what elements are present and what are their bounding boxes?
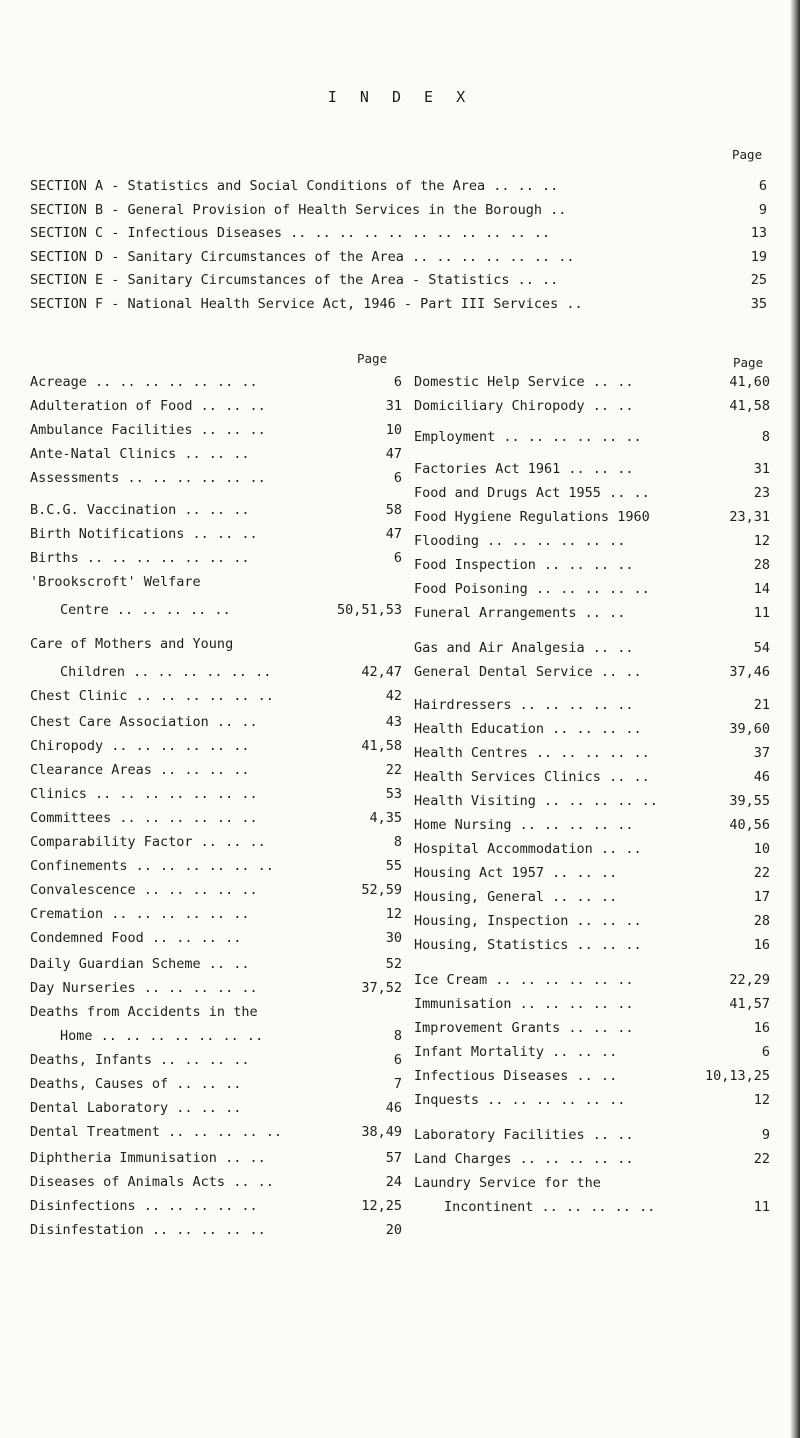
index-entry xyxy=(414,660,770,684)
index-entry-label: Day Nurseries .. .. .. .. .. xyxy=(30,980,258,996)
index-entry-page: 12 xyxy=(753,1092,770,1108)
index-entry-label: Gas and Air Analgesia .. .. xyxy=(414,640,634,656)
index-entry xyxy=(30,830,402,854)
index-entry-page: 52 xyxy=(385,956,402,972)
index-entry-page: 52,59 xyxy=(361,882,402,898)
section-entry xyxy=(30,246,775,270)
index-entry xyxy=(30,1096,402,1120)
section-page-header: Page xyxy=(732,147,763,162)
index-entry-page: 12,25 xyxy=(361,1198,402,1214)
index-entry-label: Employment .. .. .. .. .. .. xyxy=(414,429,642,445)
index-entry-page: 55 xyxy=(385,858,402,874)
index-entry-page: 6 xyxy=(393,374,402,390)
index-entry-label: Confinements .. .. .. .. .. .. xyxy=(30,858,274,874)
index-entry xyxy=(30,1120,402,1144)
index-entry-page: 10 xyxy=(753,841,770,857)
index-entry xyxy=(414,553,770,577)
section-page-number: 9 xyxy=(758,201,767,218)
index-entry xyxy=(414,765,770,789)
index-entry xyxy=(30,570,402,594)
index-entry xyxy=(414,577,770,601)
index-entry-page: 6 xyxy=(393,1052,402,1068)
index-entry-page: 38,49 xyxy=(361,1124,402,1140)
index-entry-label: Chiropody .. .. .. .. .. .. xyxy=(30,738,250,754)
index-entry-page: 8 xyxy=(393,834,402,850)
index-entry xyxy=(414,1064,770,1088)
section-title: SECTION E - Sanitary Circumstances of the Area - Statistics .. .. xyxy=(30,272,559,288)
index-entry-label: Clearance Areas .. .. .. .. xyxy=(30,762,250,778)
section-title: SECTION A - Statistics and Social Conditions of the Area .. .. .. xyxy=(30,178,559,194)
index-entry-page: 42 xyxy=(385,688,402,704)
index-entry-label: Flooding .. .. .. .. .. .. xyxy=(414,533,626,549)
index-entry xyxy=(414,885,770,909)
index-entry-label: Disinfestation .. .. .. .. .. xyxy=(30,1222,266,1238)
index-entry-page: 37 xyxy=(753,745,770,761)
index-entry-label: Food Poisoning .. .. .. .. .. xyxy=(414,581,650,597)
index-entry-label: Children .. .. .. .. .. .. xyxy=(60,664,272,680)
index-entry-label: Deaths from Accidents in the xyxy=(30,1004,258,1020)
index-entry xyxy=(414,992,770,1016)
index-entry xyxy=(30,1170,402,1194)
index-entry-label: Improvement Grants .. .. .. xyxy=(414,1020,634,1036)
index-entry-label: Housing Act 1957 .. .. .. xyxy=(414,865,618,881)
index-entry-page: 21 xyxy=(753,697,770,713)
index-entry-label: Incontinent .. .. .. .. .. xyxy=(444,1199,656,1215)
index-entry xyxy=(30,902,402,926)
index-entry xyxy=(30,952,402,976)
section-page-number: 19 xyxy=(750,248,767,265)
index-entry-page: 12 xyxy=(753,533,770,549)
index-entry-label: Land Charges .. .. .. .. .. xyxy=(414,1151,634,1167)
index-entry-page: 6 xyxy=(761,1044,770,1060)
section-title: SECTION B - General Provision of Health Services in the Borough .. xyxy=(30,201,567,218)
index-entry xyxy=(30,522,402,546)
section-page-number: 35 xyxy=(750,295,767,312)
index-entry-page: 22 xyxy=(385,762,402,778)
section-entry xyxy=(30,222,775,246)
index-entry xyxy=(414,394,770,418)
index-entry xyxy=(30,660,402,684)
index-entry xyxy=(414,636,770,660)
index-entry-page: 22,29 xyxy=(729,972,770,988)
index-entry xyxy=(30,1048,402,1072)
index-entry xyxy=(414,909,770,933)
index-entry-label: Adulteration of Food .. .. .. xyxy=(30,398,266,414)
index-entry-page: 46 xyxy=(385,1100,402,1116)
index-entry-page: 14 xyxy=(753,581,770,597)
index-entry-label: Ante-Natal Clinics .. .. .. xyxy=(30,446,250,462)
index-entry xyxy=(414,425,770,449)
index-entry-label: Acreage .. .. .. .. .. .. .. xyxy=(30,374,258,390)
section-list xyxy=(30,175,775,316)
section-entry xyxy=(30,293,775,317)
section-entry xyxy=(30,175,775,199)
index-entry xyxy=(30,878,402,902)
index-entry-page: 23 xyxy=(753,485,770,501)
index-entry-page: 53 xyxy=(385,786,402,802)
index-entry xyxy=(414,837,770,861)
index-entry-page: 30 xyxy=(385,930,402,946)
index-entry-page: 39,60 xyxy=(729,721,770,737)
index-entry-page: 46 xyxy=(753,769,770,785)
index-entry-page: 31 xyxy=(753,461,770,477)
section-title: SECTION C - Infectious Diseases .. .. .. .. .. .. .. .. .. .. .. xyxy=(30,225,551,241)
index-entry-label: Committees .. .. .. .. .. .. xyxy=(30,810,258,826)
index-entry xyxy=(30,466,402,490)
index-entry-page: 4,35 xyxy=(369,810,402,826)
index-entry-label: Domestic Help Service .. .. xyxy=(414,374,634,390)
section-entry xyxy=(30,269,775,293)
index-entry xyxy=(30,632,402,656)
index-entry-label: Chest Clinic .. .. .. .. .. .. xyxy=(30,688,274,704)
index-entry xyxy=(414,968,770,992)
index-entry-label: Infectious Diseases .. .. xyxy=(414,1068,618,1084)
index-entry-label: Housing, Statistics .. .. .. xyxy=(414,937,642,953)
index-entry-page: 24 xyxy=(385,1174,402,1190)
index-entry-page: 31 xyxy=(385,398,402,414)
index-entry-label: Clinics .. .. .. .. .. .. .. xyxy=(30,786,258,802)
index-entry-page: 58 xyxy=(385,502,402,518)
index-entry-label: Disinfections .. .. .. .. .. xyxy=(30,1198,258,1214)
index-entry-label: Deaths, Infants .. .. .. .. xyxy=(30,1052,250,1068)
index-entry-label: 'Brookscroft' Welfare xyxy=(30,574,201,590)
index-entry xyxy=(414,1088,770,1112)
index-entry-label: Food Hygiene Regulations 1960 xyxy=(414,509,650,525)
index-entry xyxy=(30,806,402,830)
index-entry-page: 37,46 xyxy=(729,664,770,680)
index-entry-page: 39,55 xyxy=(729,793,770,809)
index-entry xyxy=(414,741,770,765)
index-entry-page: 41,58 xyxy=(729,398,770,414)
index-entry-label: Convalescence .. .. .. .. .. xyxy=(30,882,258,898)
page-edge-shadow xyxy=(790,0,800,1438)
page-title: I N D E X xyxy=(327,88,473,106)
index-entry xyxy=(30,498,402,522)
index-entry-page: 9 xyxy=(761,1127,770,1143)
index-entry-label: Diseases of Animals Acts .. .. xyxy=(30,1174,274,1190)
index-entry-page: 43 xyxy=(385,714,402,730)
index-entry xyxy=(414,789,770,813)
index-entry-label: Chest Care Association .. .. xyxy=(30,714,258,730)
index-entry xyxy=(414,1147,770,1171)
index-entry-page: 50,51,53 xyxy=(336,602,402,618)
index-entry xyxy=(30,1146,402,1170)
index-entry-page: 11 xyxy=(753,605,770,621)
index-entry-page: 37,52 xyxy=(361,980,402,996)
index-entry xyxy=(414,1123,770,1147)
index-entry xyxy=(30,1024,402,1048)
index-entry xyxy=(30,598,402,622)
index-entry-page: 6 xyxy=(393,470,402,486)
index-entry xyxy=(30,546,402,570)
index-entry xyxy=(30,734,402,758)
index-entry xyxy=(414,813,770,837)
index-entry-page: 6 xyxy=(393,550,402,566)
index-entry xyxy=(414,1040,770,1064)
index-entry-label: Immunisation .. .. .. .. .. xyxy=(414,996,634,1012)
index-entry-label: Dental Laboratory .. .. .. xyxy=(30,1100,242,1116)
index-entry xyxy=(30,1072,402,1096)
index-entry-label: Centre .. .. .. .. .. xyxy=(60,602,231,618)
index-entry-page: 57 xyxy=(385,1150,402,1166)
section-title: SECTION F - National Health Service Act, 1946 - Part III Services .. xyxy=(30,295,583,312)
index-entry xyxy=(30,926,402,950)
index-entry-label: Housing, General .. .. .. xyxy=(414,889,618,905)
index-entry-label: Domiciliary Chiropody .. .. xyxy=(414,398,634,414)
index-entry xyxy=(414,370,770,394)
index-entry xyxy=(414,481,770,505)
index-entry-label: Food Inspection .. .. .. .. xyxy=(414,557,634,573)
index-entry-label: Cremation .. .. .. .. .. .. xyxy=(30,906,250,922)
index-entry-label: Daily Guardian Scheme .. .. xyxy=(30,956,250,972)
index-entry-page: 16 xyxy=(753,1020,770,1036)
section-title: SECTION D - Sanitary Circumstances of the Area .. .. .. .. .. .. .. xyxy=(30,248,575,265)
index-entry xyxy=(414,457,770,481)
index-entry-page: 12 xyxy=(385,906,402,922)
index-entry-page: 22 xyxy=(753,865,770,881)
left-page-header: Page xyxy=(357,351,388,366)
index-entry-page: 28 xyxy=(753,913,770,929)
index-entry-label: Comparability Factor .. .. .. xyxy=(30,834,266,850)
index-entry xyxy=(30,418,402,442)
index-entry xyxy=(414,529,770,553)
index-entry xyxy=(30,370,402,394)
index-entry-label: Assessments .. .. .. .. .. .. xyxy=(30,470,266,486)
index-entry-label: Condemned Food .. .. .. .. xyxy=(30,930,242,946)
index-entry-page: 22 xyxy=(753,1151,770,1167)
index-entry xyxy=(414,1171,770,1195)
index-entry-page: 40,56 xyxy=(729,817,770,833)
index-entry-page: 17 xyxy=(753,889,770,905)
index-entry xyxy=(30,1000,402,1024)
index-entry-page: 54 xyxy=(753,640,770,656)
index-entry-label: Deaths, Causes of .. .. .. xyxy=(30,1076,242,1092)
index-entry xyxy=(30,854,402,878)
index-entry-label: Birth Notifications .. .. .. xyxy=(30,526,258,542)
index-entry-label: Laboratory Facilities .. .. xyxy=(414,1127,634,1143)
index-entry-label: Diphtheria Immunisation .. .. xyxy=(30,1150,266,1166)
index-entry-page: 41,57 xyxy=(729,996,770,1012)
index-entry-label: Housing, Inspection .. .. .. xyxy=(414,913,642,929)
index-entry-page: 20 xyxy=(385,1222,402,1238)
index-entry-label: Health Centres .. .. .. .. .. xyxy=(414,745,650,761)
section-entry xyxy=(30,199,775,223)
right-page-header: Page xyxy=(733,355,764,370)
index-entry-page: 10,13,25 xyxy=(704,1068,770,1084)
index-entry-page: 8 xyxy=(761,429,770,445)
index-entry-page: 23,31 xyxy=(729,509,770,525)
index-entry xyxy=(30,1194,402,1218)
index-entry-label: Health Visiting .. .. .. .. .. xyxy=(414,793,658,809)
index-entry-page: 10 xyxy=(385,422,402,438)
section-page-number: 25 xyxy=(750,272,767,288)
index-entry-label: Care of Mothers and Young xyxy=(30,636,234,652)
index-entry-label: Home Nursing .. .. .. .. .. xyxy=(414,817,634,833)
index-entry xyxy=(30,442,402,466)
section-page-number: 6 xyxy=(758,178,767,194)
index-entry-page: 16 xyxy=(753,937,770,953)
index-entry-label: Dental Treatment .. .. .. .. .. xyxy=(30,1124,282,1140)
index-entry-label: Births .. .. .. .. .. .. .. xyxy=(30,550,250,566)
index-entry-page: 7 xyxy=(393,1076,402,1092)
index-entry xyxy=(414,693,770,717)
index-entry-label: Inquests .. .. .. .. .. .. xyxy=(414,1092,626,1108)
index-entry-page: 47 xyxy=(385,526,402,542)
section-page-number: 13 xyxy=(750,225,767,241)
index-entry-label: Food and Drugs Act 1955 .. .. xyxy=(414,485,650,501)
index-entry xyxy=(414,933,770,957)
index-entry xyxy=(30,976,402,1000)
index-entry-label: Laundry Service for the xyxy=(414,1175,601,1191)
index-entry-page: 11 xyxy=(753,1199,770,1215)
index-entry-label: Hospital Accommodation .. .. xyxy=(414,841,642,857)
index-entry xyxy=(414,505,770,529)
index-entry xyxy=(414,1016,770,1040)
index-entry xyxy=(414,1195,770,1219)
index-entry-page: 8 xyxy=(393,1028,402,1044)
index-entry-page: 28 xyxy=(753,557,770,573)
index-entry xyxy=(30,758,402,782)
index-entry-page: 41,60 xyxy=(729,374,770,390)
index-entry-label: Factories Act 1961 .. .. .. xyxy=(414,461,634,477)
index-entry xyxy=(30,710,402,734)
index-entry-label: Infant Mortality .. .. .. xyxy=(414,1044,618,1060)
index-entry-label: Home .. .. .. .. .. .. .. xyxy=(60,1028,264,1044)
index-entry-label: Ambulance Facilities .. .. .. xyxy=(30,422,266,438)
index-entry xyxy=(30,684,402,708)
index-entry xyxy=(414,861,770,885)
index-entry-label: Funeral Arrangements .. .. xyxy=(414,605,626,621)
index-entry xyxy=(414,717,770,741)
index-entry xyxy=(30,782,402,806)
index-entry-label: Health Education .. .. .. .. xyxy=(414,721,642,737)
index-entry-label: Health Services Clinics .. .. xyxy=(414,769,650,785)
index-entry xyxy=(30,1218,402,1242)
index-entry-label: B.C.G. Vaccination .. .. .. xyxy=(30,502,250,518)
index-entry-label: General Dental Service .. .. xyxy=(414,664,642,680)
index-entry xyxy=(30,394,402,418)
index-entry xyxy=(414,601,770,625)
index-entry-page: 47 xyxy=(385,446,402,462)
index-entry-label: Ice Cream .. .. .. .. .. .. xyxy=(414,972,634,988)
index-entry-page: 42,47 xyxy=(361,664,402,680)
index-entry-label: Hairdressers .. .. .. .. .. xyxy=(414,697,634,713)
index-entry-page: 41,58 xyxy=(361,738,402,754)
